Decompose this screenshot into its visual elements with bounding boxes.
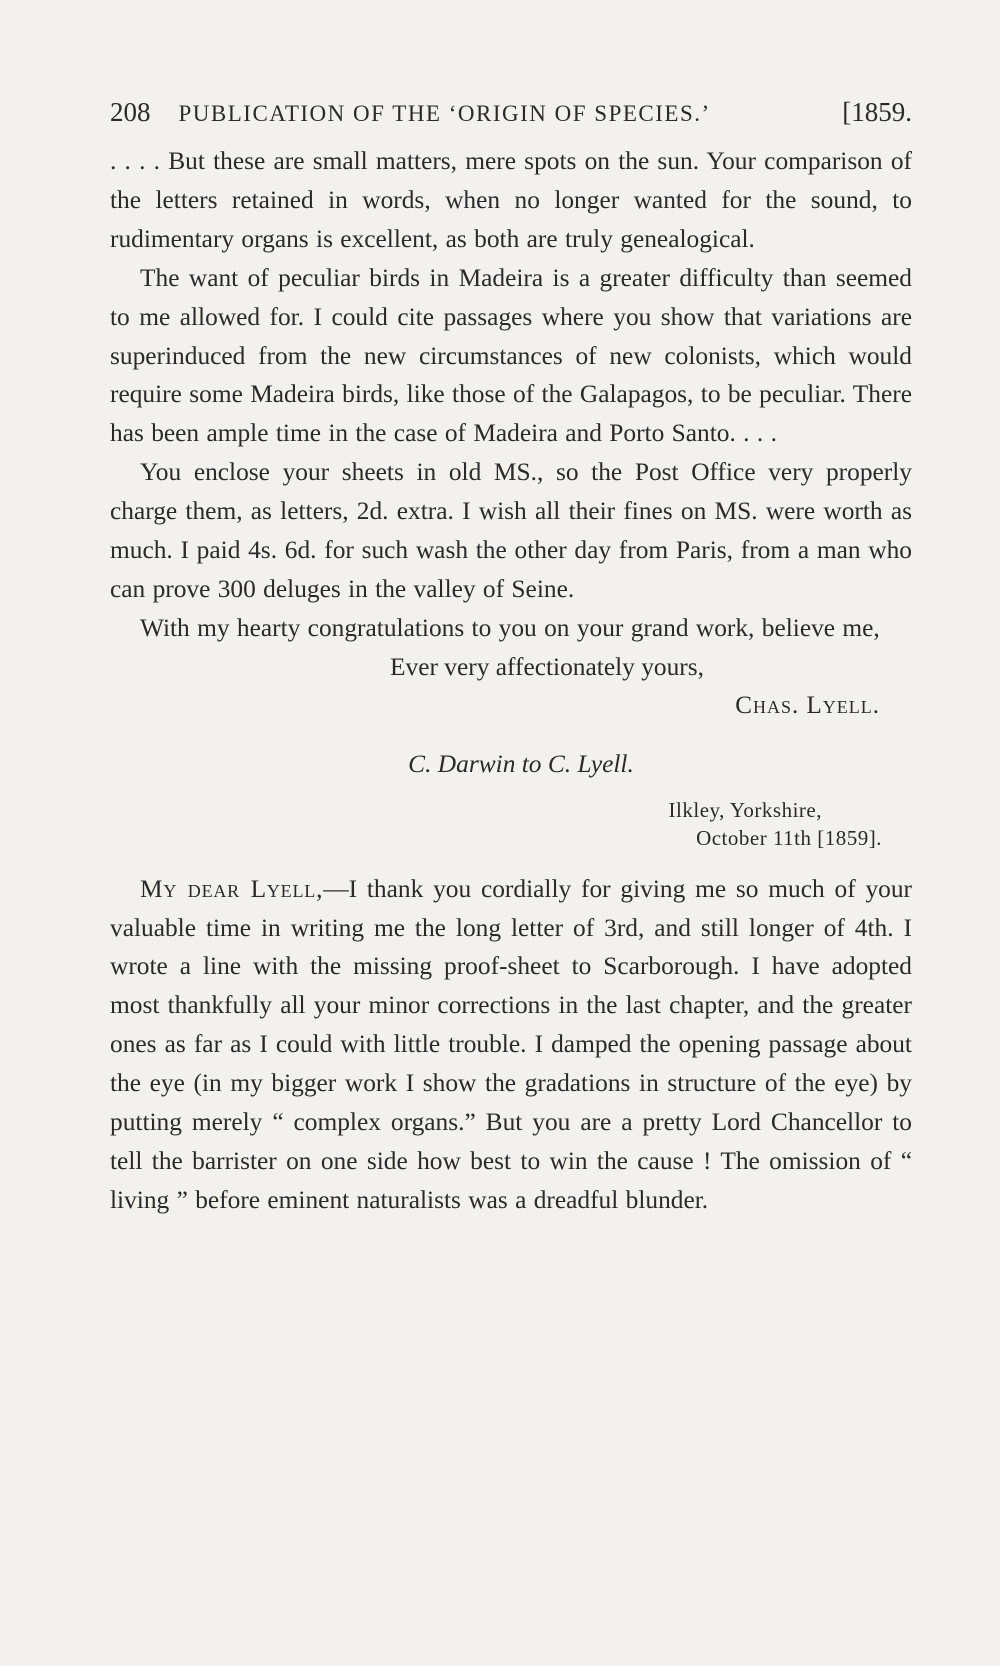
- closing-line: Ever very affectionately yours,: [390, 652, 704, 681]
- dateline: [110, 796, 912, 852]
- letter-heading: C. Darwin to C. Lyell.: [408, 749, 634, 778]
- page-number: 208: [110, 97, 151, 127]
- paragraph-darwin-reply: [110, 870, 912, 1220]
- letter-body-darwin: [110, 870, 912, 1220]
- paragraph-congratulations: With my hearty congratulations to you on your grand work, believe me,: [140, 613, 880, 642]
- header-year: [1859.: [842, 97, 912, 127]
- running-title: PUBLICATION OF THE ‘ORIGIN OF SPECIES.’: [178, 101, 711, 126]
- paragraph-madeira-birds: The want of peculiar birds in Madeira is a greater difficulty than seemed to me allowed for. I could cite passages where you show that variations are superinduced from the new circumstances of new colonists, which would require some Madeira birds, like those of the Galapagos, to be peculiar. There has been ample time in the case of Madeira and Porto Santo. . . .: [110, 263, 912, 448]
- paragraph-spots-on-sun: . . . . But these are small matters, mere spots on the sun. Your comparison of the letters retained in words, when no longer wanted for the sound, to rudimentary organs is excellent, as both are truly genealogical.: [110, 147, 912, 253]
- letter-body-lyell: [110, 142, 912, 648]
- paragraph-post-office: You enclose your sheets in old MS., so the Post Office very properly charge them, as letters, 2d. extra. I wish all their fines on MS. were worth as much. I paid 4s. 6d. for such wash the other day from Paris, from a man who can prove 300 deluges in the valley of Seine.: [110, 458, 912, 603]
- salutation: My dear Lyell,: [140, 874, 324, 903]
- dateline-date: October 11th [1859].: [696, 825, 882, 850]
- signature: Chas. Lyell.: [735, 691, 880, 719]
- dateline-place: Ilkley, Yorkshire,: [668, 797, 822, 822]
- darwin-reply-text: —I thank you cordially for giving me so much of your valuable time in writing me the long letter of 3rd, and still longer of 4th. I wrote a line with the missing proof-sheet to Scarborough. I have adopted most thankfully all your minor corrections in the last chapter, and the greater ones as far as I could with little trouble. I damped the opening passage about the eye (in my bigger work I show the gradations in structure of the eye) by putting merely “ complex organs.” But you are a pretty Lord Chancellor to tell the barrister on one side how best to win the cause ! The omission of “ living ” before eminent naturalists was a dreadful blunder.: [110, 874, 912, 1214]
- running-header: [110, 96, 912, 130]
- spacer: [110, 852, 912, 870]
